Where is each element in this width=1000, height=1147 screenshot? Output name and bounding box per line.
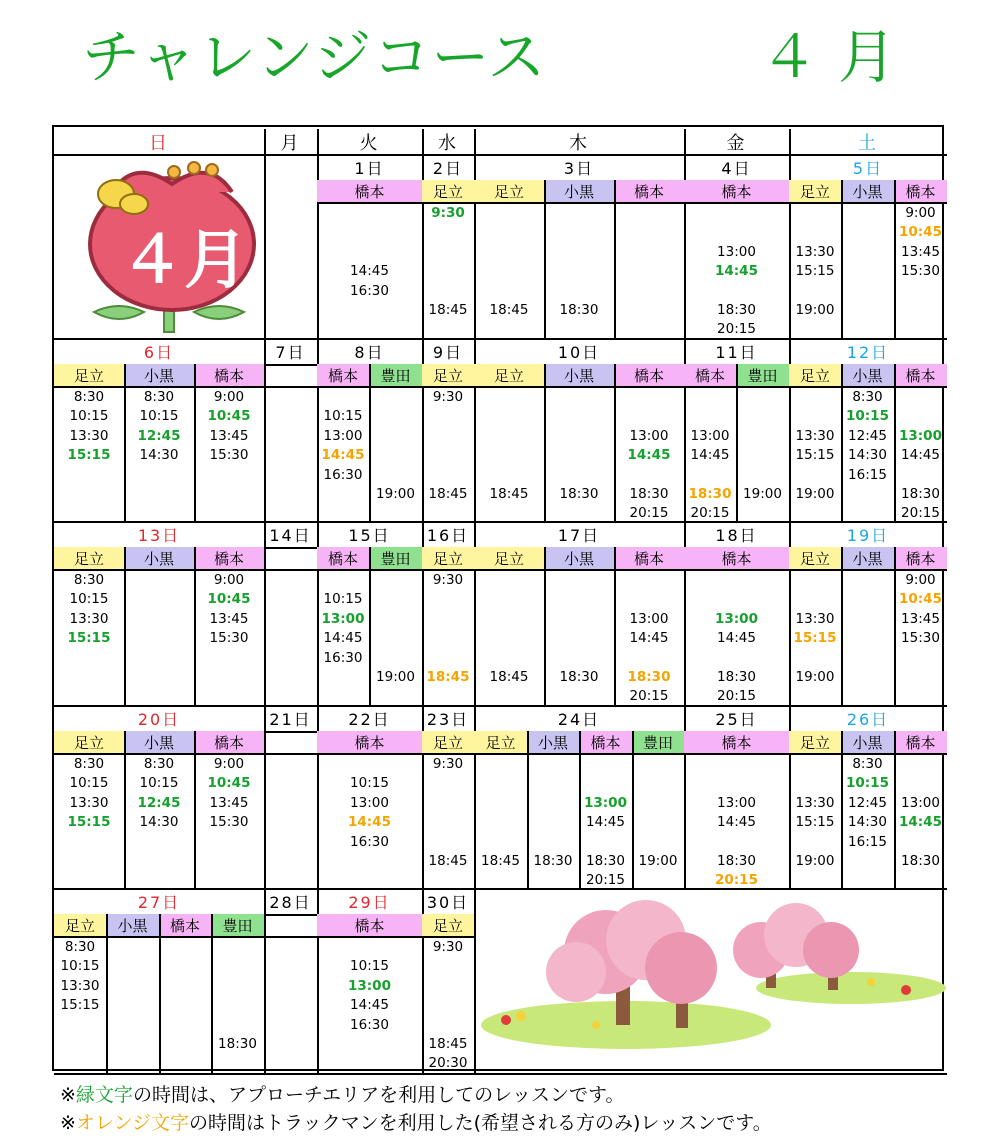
time-slot: 18:30 — [688, 486, 732, 502]
date-cell: 13日 — [137, 525, 181, 545]
time-slot: 14:45 — [350, 997, 389, 1014]
time-slot: 14:45 — [715, 263, 758, 280]
time-slot: 15:30 — [209, 630, 249, 647]
time-slot: 15:30 — [901, 263, 940, 280]
grid-line — [124, 547, 126, 705]
time-slot: 19:00 — [795, 486, 835, 502]
time-slot: 10:15 — [69, 408, 109, 425]
instructor-label: 豊田 — [632, 731, 684, 753]
time-slot: 16:15 — [848, 466, 887, 483]
weekday-header: 土 — [858, 132, 878, 154]
instructor-label: 橋本 — [317, 364, 369, 386]
time-slot: 14:30 — [139, 814, 179, 831]
grid-line — [159, 914, 161, 1073]
time-slot: 10:45 — [207, 408, 251, 425]
time-slot: 14:45 — [586, 814, 625, 831]
time-slot: 14:45 — [321, 447, 365, 464]
time-slot: 13:45 — [209, 427, 249, 444]
time-slot: 16:30 — [323, 466, 363, 483]
instructor-label: 橋本 — [894, 731, 947, 753]
time-slot: 13:00 — [323, 427, 363, 444]
date-cell: 21日 — [269, 709, 312, 729]
time-slot: 10:15 — [350, 775, 389, 792]
grid-line — [317, 202, 947, 204]
instructor-label: 足立 — [474, 731, 527, 753]
grid-line — [54, 936, 474, 938]
time-slot: 14:45 — [899, 814, 942, 831]
instructor-label: 橋本 — [684, 731, 789, 753]
time-slot: 18:30 — [218, 1036, 257, 1052]
weekday-header: 水 — [438, 132, 458, 154]
time-slot: 18:30 — [627, 669, 671, 685]
time-slot: 15:15 — [67, 447, 111, 464]
date-cell: 8日 — [354, 342, 385, 362]
date-cell: 12日 — [846, 342, 890, 362]
instructor-label: 足立 — [422, 547, 474, 569]
instructor-label: 小黒 — [544, 547, 614, 569]
time-slot: 9:00 — [213, 572, 245, 588]
instructor-label: 橋本 — [614, 547, 684, 569]
time-slot: 13:00 — [901, 794, 940, 811]
instructor-label: 足立 — [54, 364, 124, 386]
time-slot: 18:30 — [629, 486, 669, 502]
instructor-label: 橋本 — [894, 364, 947, 386]
time-slot: 13:45 — [901, 610, 940, 627]
time-slot: 15:15 — [60, 997, 100, 1014]
date-cell: 18日 — [715, 525, 758, 545]
time-slot: 18:45 — [428, 302, 468, 318]
note-green: ※緑文字の時間は、アプローチエリアを利用してのレッスンです。 — [60, 1084, 625, 1106]
date-cell: 16日 — [426, 525, 470, 545]
date-cell: 14日 — [269, 525, 312, 545]
date-cell: 28日 — [269, 892, 312, 912]
instructor-label: 足立 — [54, 547, 124, 569]
instructor-label: 足立 — [474, 547, 544, 569]
time-slot: 8:30 — [143, 389, 175, 405]
note-orange-key: オレンジ文字 — [75, 1112, 189, 1134]
date-cell: 15日 — [348, 525, 391, 545]
flower-icon — [54, 154, 317, 338]
instructor-label: 足立 — [422, 731, 474, 753]
time-slot: 19:00 — [743, 486, 782, 502]
time-slot: 18:30 — [559, 669, 599, 685]
time-slot: 10:15 — [350, 958, 389, 975]
date-cell: 7日 — [275, 342, 306, 362]
time-slot: 13:00 — [899, 427, 942, 444]
time-slot: 13:00 — [717, 794, 756, 811]
time-slot: 15:15 — [795, 263, 835, 280]
grid-line — [614, 180, 616, 338]
time-slot: 20:30 — [428, 1055, 468, 1072]
instructor-label: 橋本 — [684, 364, 736, 386]
time-slot: 15:15 — [793, 630, 837, 647]
date-cell: 17日 — [557, 525, 601, 545]
time-slot: 15:15 — [67, 814, 111, 831]
time-slot: 12:45 — [137, 427, 181, 444]
time-slot: 8:30 — [852, 389, 883, 405]
time-slot: 13:00 — [629, 427, 669, 444]
date-cell: 19日 — [846, 525, 890, 545]
time-slot: 18:30 — [901, 486, 940, 502]
time-slot: 13:00 — [629, 610, 669, 627]
time-slot: 13:30 — [795, 243, 835, 260]
date-cell: 5日 — [852, 158, 884, 178]
grid-line — [264, 888, 266, 1073]
time-slot: 9:30 — [432, 389, 464, 405]
instructor-label: 豊田 — [369, 364, 422, 386]
time-slot: 10:45 — [899, 591, 942, 608]
time-slot: 10:15 — [323, 591, 363, 608]
time-slot: 18:45 — [489, 669, 529, 685]
instructor-label: 小黒 — [544, 180, 614, 202]
time-slot: 10:15 — [139, 408, 179, 425]
instructor-label: 小黒 — [841, 547, 894, 569]
date-cell: 20日 — [137, 709, 181, 729]
instructor-label: 小黒 — [841, 364, 894, 386]
note-orange: ※オレンジ文字の時間はトラックマンを利用した(希望される方のみ)レッスンです。 — [60, 1112, 772, 1134]
cherry-tree-icon — [476, 890, 946, 1071]
instructor-label: 橋本 — [194, 547, 264, 569]
time-slot: 18:45 — [426, 669, 470, 685]
date-cell: 29日 — [348, 892, 391, 912]
time-slot: 16:15 — [848, 833, 887, 850]
instructor-label: 小黒 — [544, 364, 614, 386]
time-slot: 10:15 — [323, 408, 363, 425]
instructor-label: 橋本 — [684, 180, 789, 202]
time-slot: 10:15 — [139, 775, 179, 792]
time-slot: 8:30 — [143, 756, 175, 772]
weekday-header: 木 — [569, 132, 589, 154]
date-cell: 9日 — [432, 342, 464, 362]
grid-line — [54, 1073, 947, 1075]
grid-line — [54, 569, 947, 571]
date-cell: 11日 — [715, 342, 758, 362]
instructor-label: 小黒 — [124, 731, 194, 753]
time-slot: 10:15 — [69, 591, 109, 608]
time-slot: 15:15 — [795, 814, 835, 831]
instructor-label: 足立 — [54, 914, 106, 936]
time-slot: 14:30 — [848, 814, 887, 831]
time-slot: 9:30 — [432, 756, 464, 772]
instructor-label: 橋本 — [317, 731, 422, 753]
instructor-label: 橋本 — [159, 914, 211, 936]
time-slot: 20:15 — [586, 872, 625, 889]
time-slot: 19:00 — [376, 669, 415, 685]
instructor-label: 足立 — [474, 364, 544, 386]
time-slot: 18:45 — [489, 486, 529, 502]
instructor-label: 足立 — [422, 364, 474, 386]
grid-line — [264, 521, 266, 705]
time-slot: 14:45 — [717, 814, 756, 831]
time-slot: 14:30 — [139, 447, 179, 464]
time-slot: 9:30 — [432, 572, 464, 588]
course-title: チャレンジコース — [82, 23, 547, 91]
time-slot: 13:00 — [321, 610, 365, 627]
time-slot: 8:30 — [852, 756, 883, 772]
time-slot: 20:15 — [629, 505, 669, 522]
instructor-label: 豊田 — [211, 914, 264, 936]
time-slot: 13:00 — [717, 243, 756, 260]
time-slot: 8:30 — [73, 389, 105, 405]
time-slot: 13:00 — [348, 977, 391, 994]
date-cell: 22日 — [348, 709, 391, 729]
instructor-label: 橋本 — [894, 547, 947, 569]
time-slot: 20:15 — [901, 505, 940, 522]
time-slot: 14:30 — [848, 447, 887, 464]
time-slot: 15:15 — [795, 447, 835, 464]
time-slot: 14:45 — [901, 447, 940, 464]
time-slot: 20:15 — [629, 688, 669, 705]
time-slot: 13:30 — [60, 977, 100, 994]
date-cell: 25日 — [715, 709, 758, 729]
date-cell: 10日 — [557, 342, 601, 362]
instructor-label: 橋本 — [614, 180, 684, 202]
time-slot: 20:15 — [715, 872, 758, 889]
time-slot: 10:15 — [846, 775, 889, 792]
instructor-label: 橋本 — [579, 731, 632, 753]
instructor-label: 小黒 — [124, 364, 194, 386]
time-slot: 20:15 — [717, 321, 756, 338]
date-cell: 24日 — [557, 709, 601, 729]
time-slot: 12:45 — [848, 794, 887, 811]
time-slot: 9:00 — [213, 756, 245, 772]
instructor-label: 足立 — [789, 731, 841, 753]
time-slot: 16:30 — [350, 1016, 389, 1033]
time-slot: 18:45 — [428, 853, 468, 869]
time-slot: 8:30 — [64, 939, 96, 955]
instructor-label: 小黒 — [841, 180, 894, 202]
date-cell: 26日 — [846, 709, 890, 729]
time-slot: 13:30 — [795, 427, 835, 444]
time-slot: 12:45 — [137, 794, 181, 811]
time-slot: 9:30 — [432, 939, 464, 955]
time-slot: 18:45 — [428, 486, 468, 502]
time-slot: 13:30 — [69, 427, 109, 444]
grid-line — [106, 914, 108, 1073]
time-slot: 15:15 — [67, 630, 111, 647]
time-slot: 13:00 — [690, 427, 730, 444]
time-slot: 16:30 — [350, 282, 389, 299]
time-slot: 9:00 — [213, 389, 245, 405]
instructor-label: 足立 — [789, 547, 841, 569]
page-title — [0, 4, 1000, 91]
instructor-label: 小黒 — [527, 731, 579, 753]
time-slot: 14:45 — [350, 263, 389, 280]
instructor-label: 橋本 — [894, 180, 947, 202]
time-slot: 14:45 — [629, 630, 669, 647]
date-cell: 2日 — [432, 158, 464, 178]
time-slot: 13:30 — [795, 794, 835, 811]
instructor-label: 足立 — [474, 180, 544, 202]
time-slot: 15:30 — [209, 814, 249, 831]
cherry-blossom-illustration — [476, 890, 946, 1071]
instructor-label: 豊田 — [736, 364, 789, 386]
time-slot: 15:30 — [209, 447, 249, 464]
grid-line — [841, 180, 843, 338]
date-cell: 27日 — [137, 892, 181, 912]
time-slot: 10:15 — [846, 408, 889, 425]
time-slot: 14:45 — [323, 630, 363, 647]
date-cell: 3日 — [563, 158, 595, 178]
instructor-label: 足立 — [789, 364, 841, 386]
time-slot: 18:30 — [586, 853, 625, 869]
time-slot: 12:45 — [848, 427, 887, 444]
time-slot: 20:15 — [690, 505, 730, 522]
time-slot: 13:00 — [584, 794, 627, 811]
instructor-label: 橋本 — [194, 731, 264, 753]
time-slot: 19:00 — [638, 853, 678, 869]
instructor-label: 足立 — [422, 914, 474, 936]
time-slot: 8:30 — [73, 572, 105, 588]
time-slot: 16:30 — [350, 833, 389, 850]
time-slot: 18:30 — [717, 302, 756, 318]
time-slot: 13:45 — [209, 610, 249, 627]
weekday-header: 日 — [149, 132, 169, 154]
time-slot: 19:00 — [376, 486, 415, 502]
month-title: ４月 — [760, 23, 917, 91]
date-cell: 23日 — [426, 709, 470, 729]
time-slot: 18:45 — [428, 1036, 468, 1052]
instructor-label: 小黒 — [124, 547, 194, 569]
instructor-label: 足立 — [422, 180, 474, 202]
time-slot: 20:15 — [717, 688, 756, 705]
time-slot: 13:30 — [69, 610, 109, 627]
time-slot: 9:30 — [431, 205, 465, 221]
time-slot: 18:30 — [559, 302, 599, 318]
grid-line — [841, 547, 843, 705]
instructor-label: 橋本 — [317, 914, 422, 936]
time-slot: 18:45 — [481, 853, 520, 869]
date-cell: 4日 — [721, 158, 752, 178]
date-cell: 30日 — [426, 892, 470, 912]
time-slot: 10:45 — [207, 591, 251, 608]
weekday-header: 火 — [359, 132, 380, 154]
weekday-header: 月 — [280, 132, 301, 154]
calendar-table — [52, 125, 944, 1071]
time-slot: 18:30 — [901, 853, 940, 869]
april-flower-illustration — [54, 154, 317, 338]
instructor-label: 橋本 — [317, 547, 369, 569]
time-slot: 13:30 — [69, 794, 109, 811]
time-slot: 9:00 — [905, 572, 936, 588]
time-slot: 19:00 — [795, 669, 835, 685]
time-slot: 16:30 — [323, 649, 363, 666]
instructor-label: 橋本 — [317, 180, 422, 202]
time-slot: 10:15 — [60, 958, 100, 975]
instructor-label: 足立 — [54, 731, 124, 753]
instructor-label: 橋本 — [194, 364, 264, 386]
date-cell: 1日 — [354, 158, 385, 178]
instructor-label: 小黒 — [841, 731, 894, 753]
time-slot: 18:30 — [717, 669, 756, 685]
time-slot: 9:00 — [905, 205, 936, 221]
time-slot: 10:45 — [899, 224, 942, 241]
weekday-header: 金 — [726, 132, 747, 154]
time-slot: 13:45 — [901, 243, 940, 260]
time-slot: 19:00 — [795, 853, 835, 869]
note-green-key: 緑文字 — [75, 1084, 133, 1106]
time-slot: 8:30 — [73, 756, 105, 772]
time-slot: 10:45 — [207, 775, 251, 792]
instructor-label: 橋本 — [684, 547, 789, 569]
time-slot: 10:15 — [69, 775, 109, 792]
instructor-label: 足立 — [789, 180, 841, 202]
time-slot: 14:45 — [690, 447, 730, 464]
time-slot: 15:30 — [901, 630, 940, 647]
time-slot: 13:30 — [795, 610, 835, 627]
instructor-label: 豊田 — [369, 547, 422, 569]
instructor-label: 小黒 — [106, 914, 159, 936]
instructor-label: 橋本 — [614, 364, 684, 386]
time-slot: 19:00 — [795, 302, 835, 318]
time-slot: 13:00 — [350, 794, 389, 811]
month-badge-text: ４月 — [120, 224, 248, 298]
time-slot: 14:45 — [348, 814, 391, 831]
time-slot: 18:45 — [489, 302, 529, 318]
time-slot: 14:45 — [717, 630, 756, 647]
time-slot: 18:30 — [717, 853, 756, 869]
time-slot: 18:30 — [559, 486, 599, 502]
time-slot: 13:00 — [715, 610, 758, 627]
time-slot: 13:45 — [209, 794, 249, 811]
time-slot: 14:45 — [627, 447, 671, 464]
date-cell: 6日 — [143, 342, 175, 362]
time-slot: 18:30 — [533, 853, 573, 869]
